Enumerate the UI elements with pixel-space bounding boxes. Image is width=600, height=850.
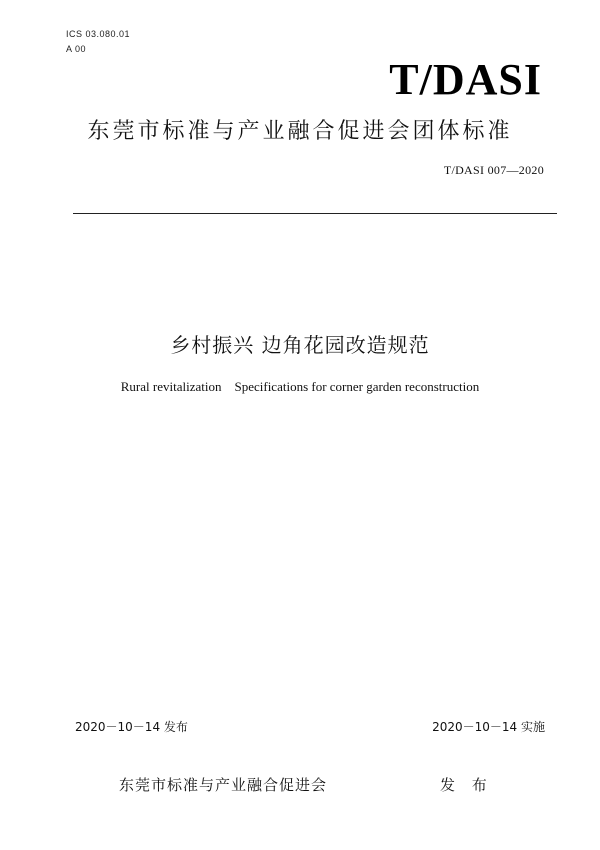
publish-label: 发 布 [440, 776, 493, 794]
implementation-date: 2020－10－14 实施 [432, 720, 545, 734]
organization-title: 东莞市标准与产业融合促进会团体标准 [87, 119, 513, 144]
chinese-title: 乡村振兴 边角花园改造规范 [170, 333, 430, 357]
english-title: Rural revitalization Specifications for corner garden reconstruction [120, 379, 480, 394]
standard-number: T/DASI 007—2020 [443, 163, 544, 177]
ccs-code: A 00 [66, 44, 87, 54]
issue-date: 2020－10－14 发布 [75, 720, 188, 734]
header-divider [73, 213, 557, 214]
standard-logo: T/DASI [389, 55, 542, 104]
publisher-name: 东莞市标准与产业融合促进会 [119, 776, 328, 794]
ics-code: ICS 03.080.01 [66, 29, 131, 39]
